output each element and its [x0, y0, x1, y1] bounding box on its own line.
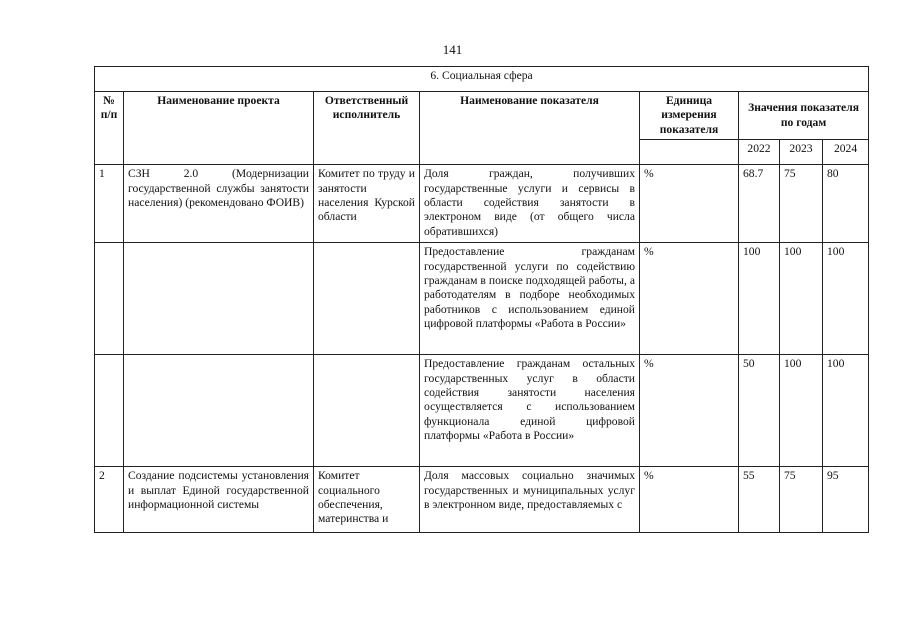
row-value-2024: 100 [823, 243, 869, 355]
header-num: № п/п [95, 92, 124, 165]
row-num [95, 355, 124, 467]
row-unit: % [640, 355, 739, 467]
year-2023: 2023 [780, 140, 823, 165]
row-value-2022: 50 [739, 355, 780, 467]
header-project: Наименование проекта [124, 92, 314, 165]
row-value-2024: 100 [823, 355, 869, 467]
table-row [95, 165, 869, 243]
year-2024: 2024 [823, 140, 869, 165]
row-executor: Комитет социального обеспечения, материнства и [314, 467, 420, 533]
section-row [95, 67, 869, 92]
row-unit: % [640, 165, 739, 243]
year-2022: 2022 [739, 140, 780, 165]
table-row [95, 355, 869, 467]
row-num: 1 [95, 165, 124, 243]
header-indicator: Наименование показателя [420, 92, 640, 165]
row-value-2024: 95 [823, 467, 869, 533]
row-value-2023: 75 [780, 165, 823, 243]
row-value-2024: 80 [823, 165, 869, 243]
row-value-2023: 75 [780, 467, 823, 533]
row-project [124, 243, 314, 355]
table-row [95, 243, 869, 355]
row-project: СЗН 2.0 (Модернизации государственной службы занятости населения) (рекомендовано ФОИВ) [124, 165, 314, 243]
row-value-2022: 100 [739, 243, 780, 355]
row-indicator: Доля граждан, получивших государственные услуги и сервисы в области содействия занятости в электроном виде (от общего числа обратившихся) [420, 165, 640, 243]
header-unit: Единица измерения показателя [640, 92, 739, 140]
header-executor: Ответственный исполнитель [314, 92, 420, 165]
header-row [95, 92, 869, 140]
row-project [124, 355, 314, 467]
row-executor [314, 243, 420, 355]
page-number: 141 [442, 42, 463, 57]
row-value-2022: 55 [739, 467, 780, 533]
row-value-2023: 100 [780, 355, 823, 467]
row-num [95, 243, 124, 355]
years-row-unit-blank [640, 140, 739, 165]
row-project: Создание подсистемы установления и выплат Единой государственной информационной системы [124, 467, 314, 533]
row-indicator: Предоставление гражданам государственной услуги по содействию гражданам в поиске подходящей работы, а работодателям в подборе необходимых работников с использованием единой цифровой платформы «Работа в России» [420, 243, 640, 355]
row-unit: % [640, 467, 739, 533]
row-unit: % [640, 243, 739, 355]
row-indicator: Предоставление гражданам остальных государственных услуг в области содействия занятости населения осуществляется с использованием функционала единой цифровой платформы «Работа в России» [420, 355, 640, 467]
header-values: Значения показателя по годам [739, 92, 869, 140]
row-executor: Комитет по труду и занятости населения Курской области [314, 165, 420, 243]
row-value-2022: 68.7 [739, 165, 780, 243]
row-value-2023: 100 [780, 243, 823, 355]
section-title: 6. Социальная сфера [95, 67, 869, 92]
table-row [95, 467, 869, 533]
row-executor [314, 355, 420, 467]
indicators-table [94, 66, 869, 533]
row-num: 2 [95, 467, 124, 533]
row-indicator: Доля массовых социально значимых государственных и муниципальных услуг в электронном виде, предоставляемых с [420, 467, 640, 533]
